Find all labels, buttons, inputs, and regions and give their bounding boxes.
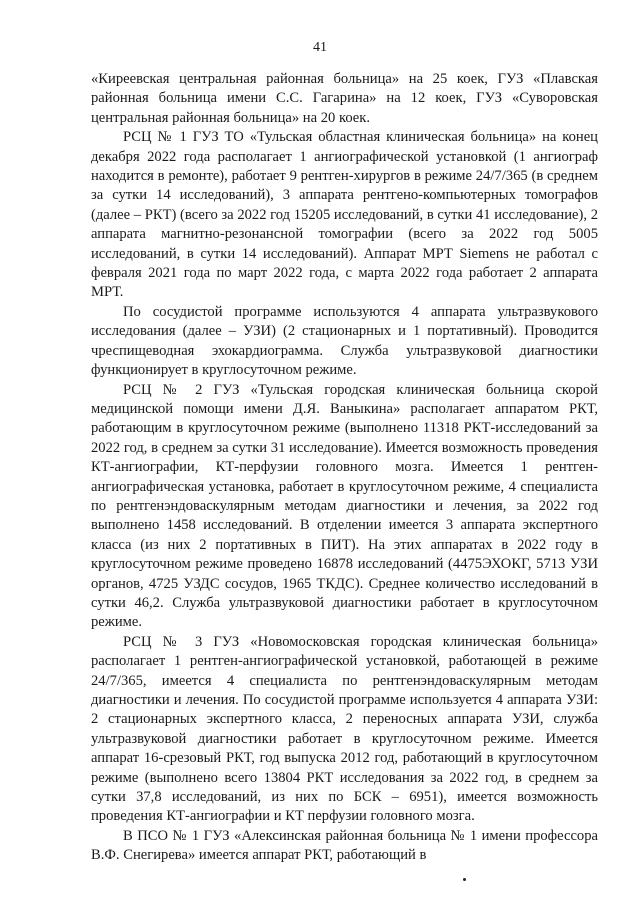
paragraph-2: РСЦ № 1 ГУЗ ТО «Тульская областная клиническая больница» на конец декабря 2022 года располагает 1 ангиографической установкой (1 ангиограф находится в ремонте), работает 9 рентген-хирургов в режиме 24/7/365 (в среднем за сутки 14 исследований), 3 аппарата рентгено-компьютерных томографов (далее – РКТ) (всего за 2022 год 15205 исследований, в сутки 41 исследование), 2 аппарата магнитно-резонансной томографии (всего за 2022 год 5005 исследований, в сутки 14 исследований). Аппарат МРТ Siemens не работал с февраля 2021 года по март 2022 года, с марта 2022 года работает 2 аппарата МРТ. xyxy=(91,129,598,301)
document-body xyxy=(91,70,598,866)
paragraph-4: РСЦ № 2 ГУЗ «Тульская городская клиническая больница скорой медицинской помощи имени Д.Я. Ваныкина» располагает аппаратом РКТ, работающим в круглосуточном режиме (выполнено 11318 РКТ-исследований за 2022 год, в среднем за сутки 31 исследование). Имеется возможность проведения КТ-ангиографии, КТ-перфузии головного мозга. Имеется 1 рентген-ангиографическая установка, работает в круглосуточном режиме, 4 специалиста по рентгенэндоваскулярным методам диагностики и лечения, за 2022 год выполнено 1458 исследований. В отделении имеется 3 аппарата экспертного класса (из них 2 портативных в ПИТ). На этих аппаратах в 2022 году в круглосуточном режиме проведено 16878 исследований (4475ЭХОКГ, 5713 УЗИ органов, 4725 УЗДС сосудов, 1965 ТКДС). Среднее количество исследований в сутки 46,2. Служба ультразвуковой диагностики работает в круглосуточном режиме. xyxy=(91,381,598,631)
scan-speck xyxy=(463,878,466,881)
paragraph-3: По сосудистой программе используются 4 аппарата ультразвукового исследования (далее – УЗИ) (2 стационарных и 1 портативный). Проводится чреспищеводная эхокардиограмма. Служба ультразвуковой диагностики функционирует в круглосуточном режиме. xyxy=(91,303,598,379)
paragraph-5: РСЦ № 3 ГУЗ «Новомосковская городская клиническая больница» располагает 1 рентген-ангиографической установкой, работающей в режиме 24/7/365, имеется 4 специалиста по рентгенэндоваскулярным методам диагностики и лечения. По сосудистой программе используется 4 аппарата УЗИ: 2 стационарных экспертного класса, 2 переносных аппарата УЗИ, служба ультразвуковой диагностики работает в круглосуточном режиме. Имеется аппарат 16-срезовый РКТ, год выпуска 2012 год, работающий в круглосуточном режиме (выполнено всего 13804 РКТ исследования за 2022 год, в среднем за сутки 37,8 исследований, из них по БСК – 6951), имеется возможность проведения КТ-ангиографии и КТ перфузии головного мозга. xyxy=(91,633,598,825)
paragraph-6: В ПСО № 1 ГУЗ «Алексинская районная больница № 1 имени профессора В.Ф. Снегирева» имеется аппарат РКТ, работающий в xyxy=(91,827,598,864)
paragraph-1: «Киреевская центральная районная больница» на 25 коек, ГУЗ «Плавская районная больница имени С.С. Гагарина» на 12 коек, ГУЗ «Суворовская центральная районная больница» на 20 коек. xyxy=(91,71,598,126)
page-number: 41 xyxy=(313,40,327,55)
